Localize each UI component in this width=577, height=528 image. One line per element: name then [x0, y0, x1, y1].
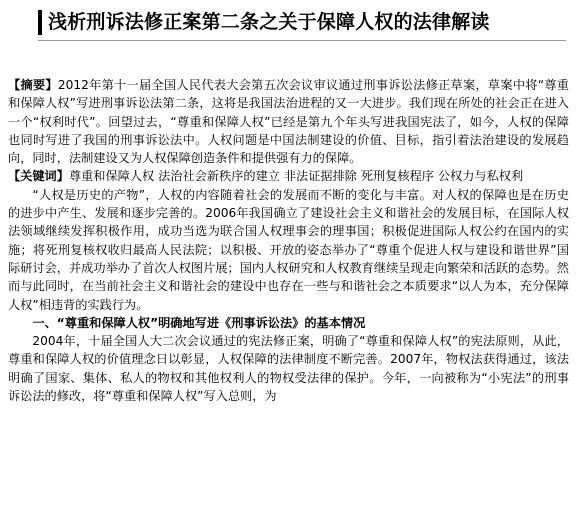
body-paragraph: “人权是历史的产物”，人权的内容随着社会的发展而不断的变化与丰富。对人权的保障也是在历史的进步中产生、发展和逐步完善的。2006年我国确立了建设社会主义和谐社会的发展目标，在国际人权法领域继续发挥积极作用，成功当选为联合国人权理事会的理事国；积极促进国际人权公约在国内的实施；将死刑复核权收归最高人民法院；以积极、开放的姿态举办了“尊重个促进人权与建设和谐世界”国际研讨会，并成功举办了首次人权图片展；国内人权研究和人权教育继续呈现走向繁荣和活跃的态势。然而与此同时，在当前社会主义和谐社会的建设中也存在一些与和谐社会之本质要求“以人为本，充分保障人权”相违背的实践行为。 — [8, 187, 569, 312]
keywords-text: 尊重和保障人权 法治社会新秩序的建立 非法证据排除 死刑复核程序 公权力与私权利 — [68, 169, 524, 184]
article-title: 浅析刑诉法修正案第二条之关于保障人权的法律解读 — [48, 11, 490, 33]
title-accent-bar — [38, 10, 42, 35]
title-divider — [38, 40, 566, 41]
section-paragraph: 2004年，十届全国人大二次会议通过的宪法修正案，明确了“尊重和保障人权”的宪法原则，从此，尊重和保障人权的价值理念日以彰显，人权保障的法律制度不断完善。2007年，物权法获得通过，该法明确了国家、集体、私人的物权和其他权利人的物权受法律的保护。今年，一向被称为“小宪法”的刑事诉讼法的修改，将“尊重和保障人权”写入总则，为 — [8, 334, 569, 404]
section-heading: 一、“尊重和保障人权”明确地写进《刑事诉讼法》的基本情况 — [32, 315, 366, 330]
abstract-paragraph — [8, 76, 569, 167]
keywords-label: 【关键词】 — [8, 169, 69, 184]
abstract-label: 【摘要】 — [8, 78, 58, 92]
abstract-text: 2012年第十一届全国人民代表大会第五次会议审议通过刑事诉讼法修正草案，草案中将“尊重和保障人权”写进刑事诉讼法第二条，这将是我国法治进程的又一大进步。我们现在所处的社会正在进入一个“权利时代”。回望过去，“尊重和保障人权”已经是第九个年头写进我国宪法了，如今，人权的保障也同时写进了我国的刑事诉讼法中。人权问题是中国法制建设的价值、目标，指引着法治建设的发展趋向，同时，法制建设又为人权保障创造条件和提供强有力的保障。 — [8, 78, 569, 166]
article-body — [8, 76, 569, 405]
title-row — [38, 8, 548, 38]
keywords-paragraph — [8, 167, 569, 185]
